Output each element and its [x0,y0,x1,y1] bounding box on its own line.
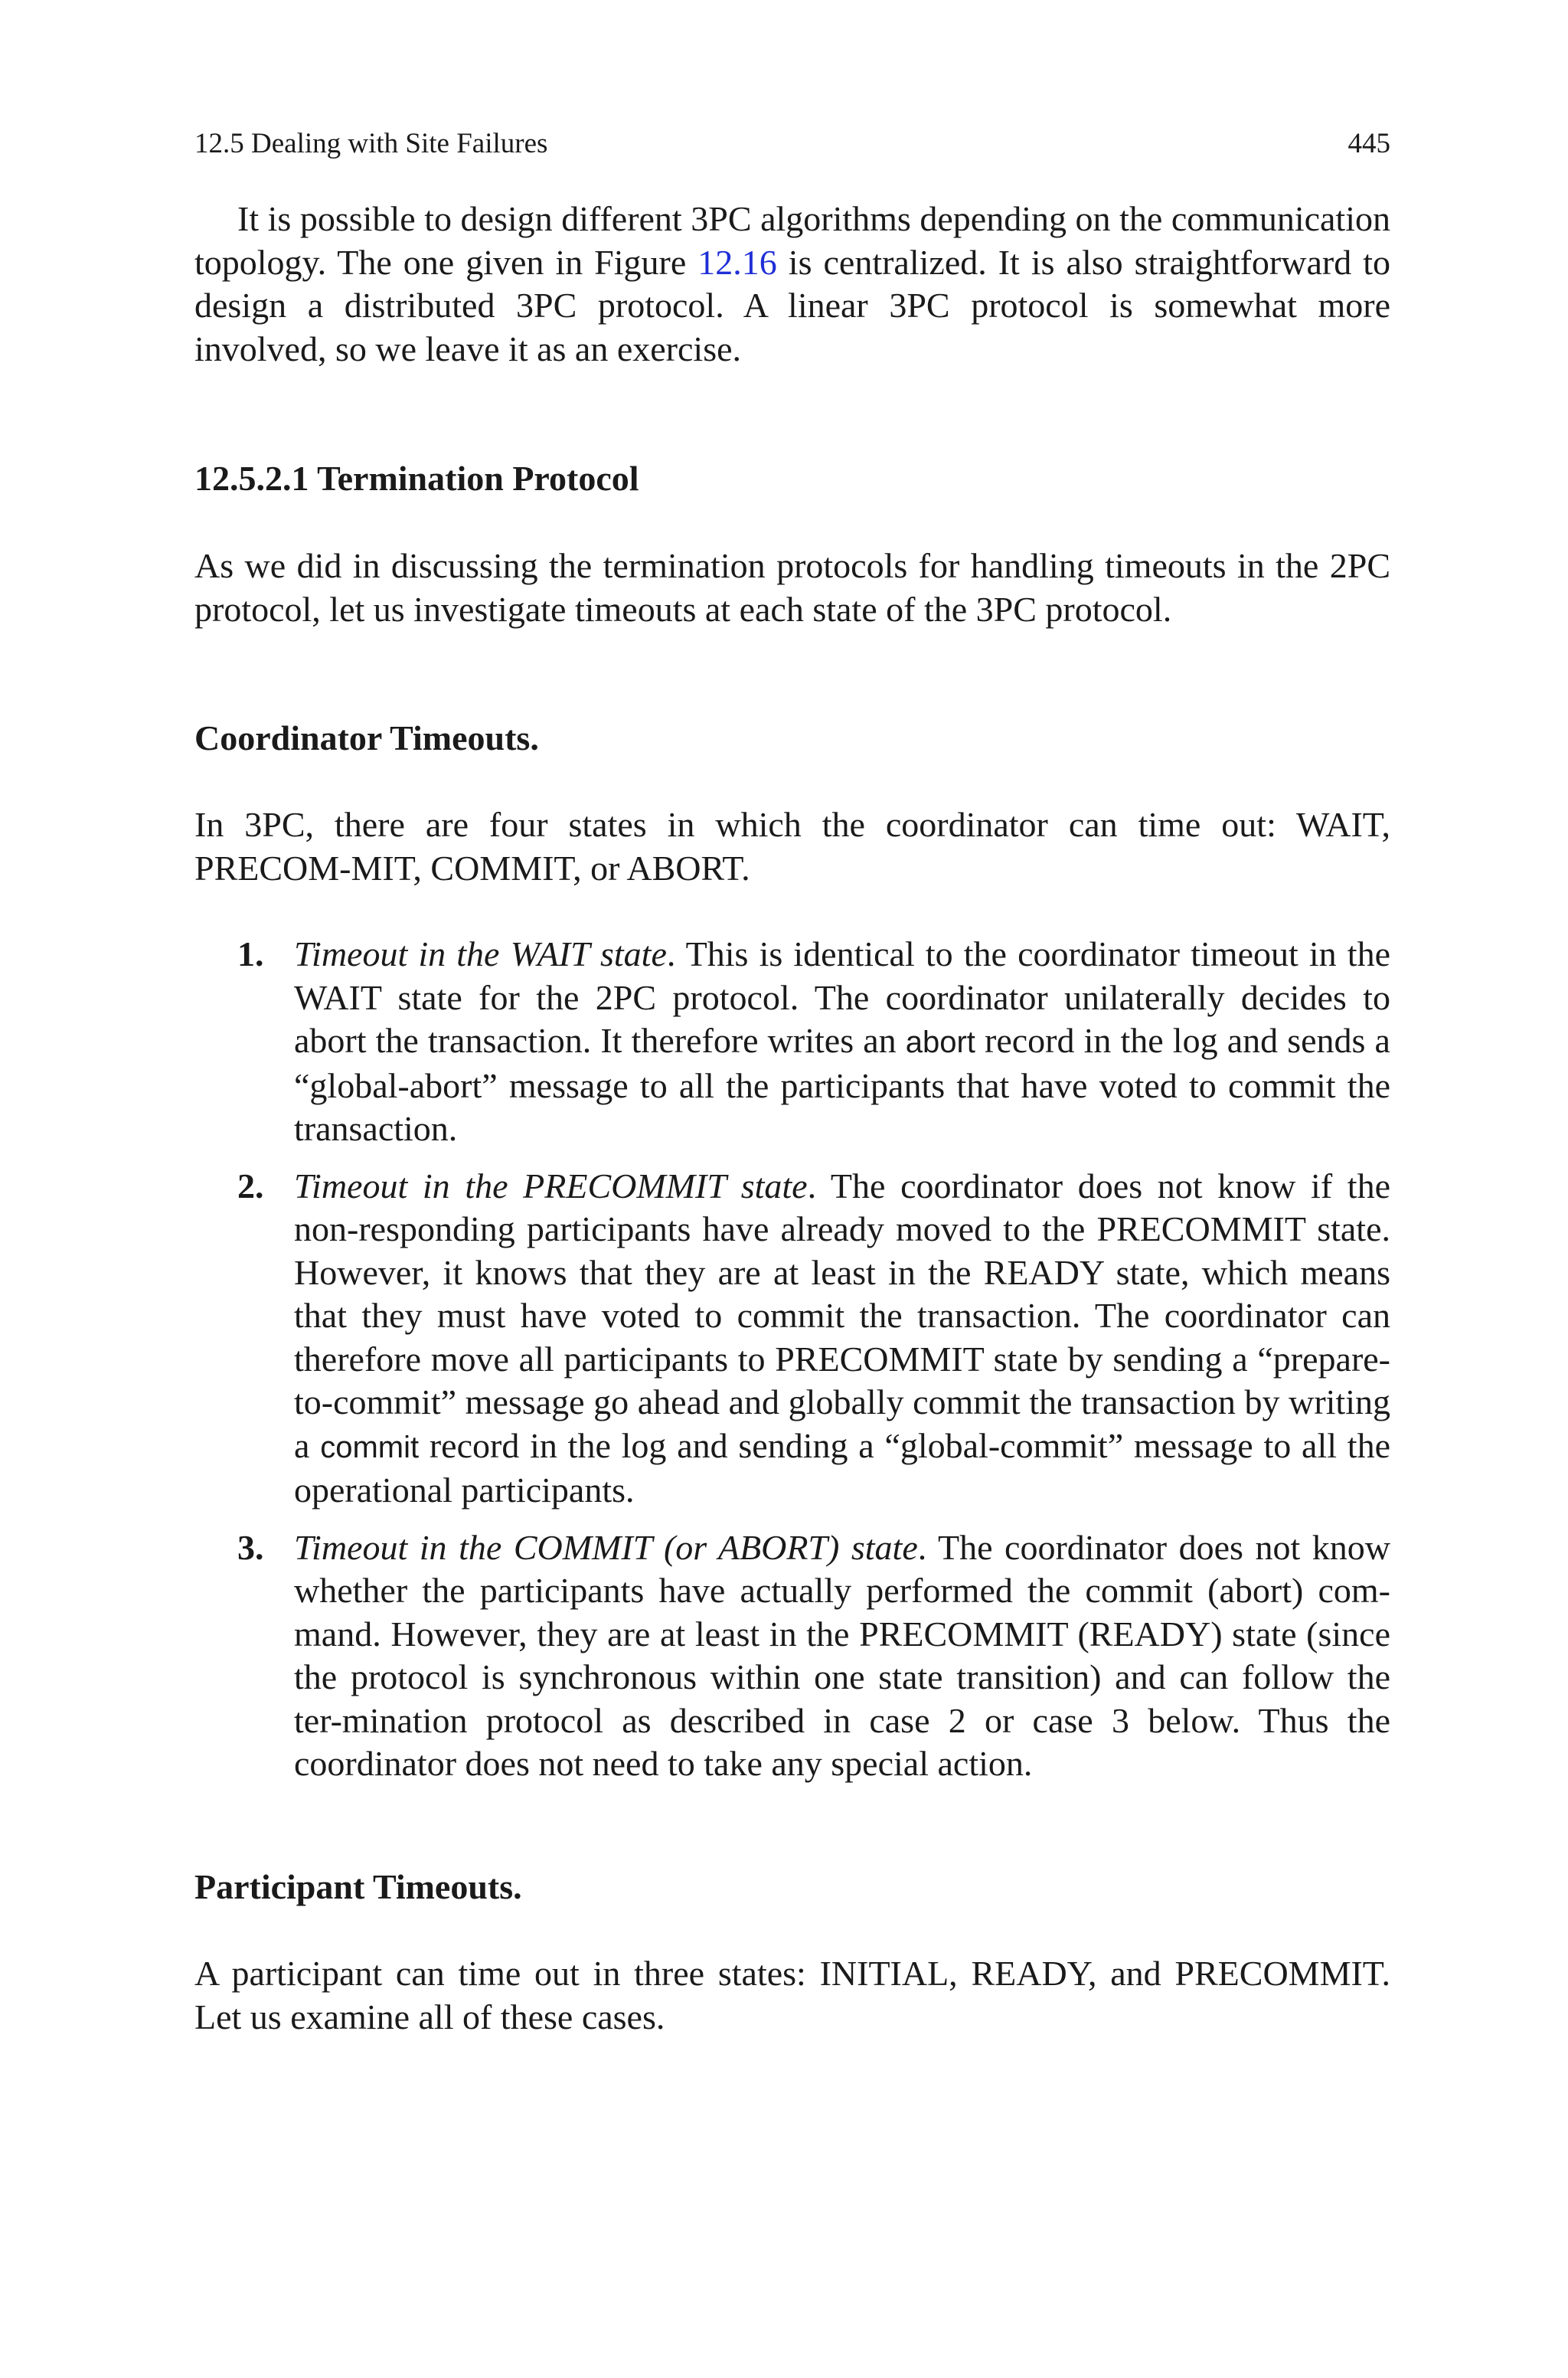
list-item-number: 2. [237,1166,264,1205]
list-item-title: Timeout in the COMMIT (or ABORT) state [294,1527,918,1567]
list-item: 2. Timeout in the PRECOMMIT state. The coordinator does not know if the non-responding participants have already moved to the PRECOMMIT state. However, it knows that they are at least in the READY state, which means that they must have voted to commit the transaction. The coordinator can therefore move all participants to PRECOMMIT state by sending a “prepare-to-commit” message go ahead and globally commit the transaction by writing a commit record in the log and sending a “global-commit” message to all the operational participants. [237,1166,1391,1510]
figure-link[interactable]: 12.16 [697,242,777,282]
list-item: 1. Timeout in the WAIT state. This is identical to the coordinator timeout in the WAIT state for the 2PC protocol. The coordinator unilaterally decides to abort the transaction. It therefore writes an abort record in the log and sends a “global-abort” message to all the participants that have voted to commit the transaction. [237,934,1391,1148]
intro-block [194,198,1390,371]
participant-paragraph: A participant can time out in three states: INITIAL, READY, and PRECOMMIT. Let us examine all of these cases. [194,1954,1390,2036]
log-record-code: abort [905,1025,975,1059]
section-heading: 12.5.2.1 Termination Protocol [194,459,639,498]
log-record-code: commit [320,1430,420,1464]
intro-paragraph: It is possible to design different 3PC algorithms depending on the communication topology. The one given in Figure 12.16 is centralized. It is also straightforward to design a distributed 3PC protocol. A linear 3PC protocol is somewhat more involved, so we leave it as an exercise. [194,199,1390,368]
section-paragraph-block [194,545,1390,631]
section-paragraph: As we did in discussing the termination protocols for handling timeouts in the 2PC protocol, let us investigate timeouts at each state of the 3PC protocol. [194,546,1390,629]
coordinator-timeout-list [194,933,1390,1786]
coordinator-heading-block [194,717,1390,760]
list-item-number: 1. [237,934,264,973]
coordinator-paragraph: In 3PC, there are four states in which the coordinator can time out: WAIT, PRECOM-MIT, COMMIT, or ABORT. [194,805,1390,888]
page-number: 445 [1348,128,1390,159]
list-item-title: Timeout in the WAIT state [294,934,667,973]
list-item-number: 3. [237,1527,264,1567]
coordinator-list-block [194,933,1390,1786]
participant-paragraph-block [194,1952,1390,2039]
section-heading-block [194,457,1390,500]
coordinator-heading: Coordinator Timeouts. [194,718,539,757]
participant-heading: Participant Timeouts. [194,1867,522,1906]
list-item-title: Timeout in the PRECOMMIT state [294,1166,808,1205]
coordinator-paragraph-block [194,803,1390,890]
running-head [194,127,1390,161]
running-head-section: 12.5 Dealing with Site Failures [194,128,548,159]
participant-heading-block [194,1866,1390,1909]
list-item: 3. Timeout in the COMMIT (or ABORT) state. The coordinator does not know whether the participants have actually performed the commit (abort) com-mand. However, they are at least in the PRECOMMIT (READY) state (since the protocol is synchronous within one state transition) and can follow the ter-mination protocol as described in case 2 or case 3 below. Thus the coordinator does not need to take any special action. [237,1527,1390,1783]
